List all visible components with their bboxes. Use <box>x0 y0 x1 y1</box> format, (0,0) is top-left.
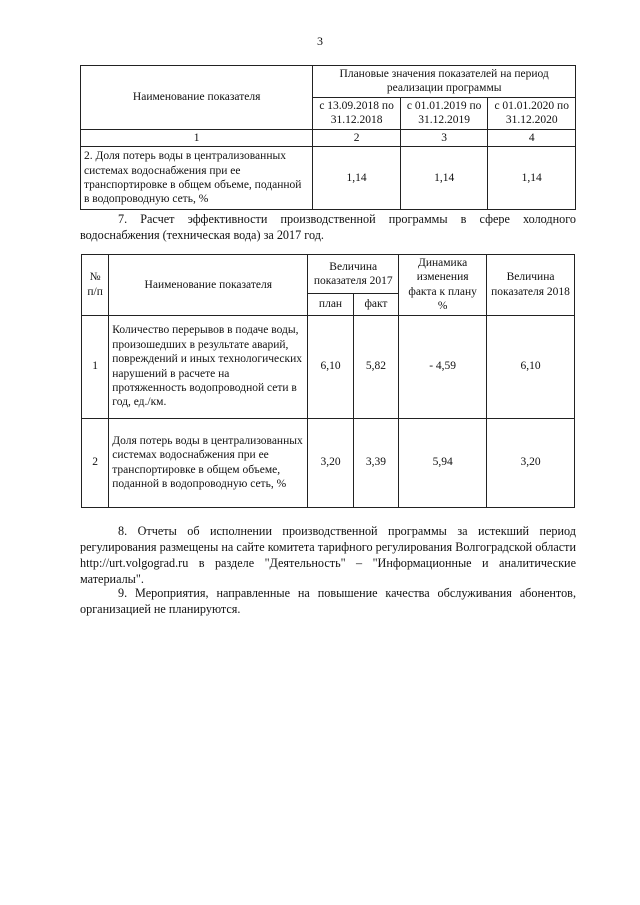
row-plan: 3,20 <box>308 418 353 507</box>
efficiency-table <box>81 254 575 508</box>
period-2019: с 01.01.2019 по 31.12.2019 <box>400 97 488 129</box>
row-value-2018: 6,10 <box>487 315 575 418</box>
row-indicator-name: Количество перерывов в подаче воды, произошедших в результате аварий, повреждений и иных технологических нарушений в расчете на протяженность водопроводной сети в год, ед./км. <box>109 315 308 418</box>
planned-values-table <box>80 65 576 210</box>
period-2020: с 01.01.2020 по 31.12.2020 <box>488 97 576 129</box>
col-number: 1 <box>81 129 313 146</box>
row-indicator-name: Доля потерь воды в централизованных системах водоснабжения при ее транспортировке в общем объеме, поданной в водопроводную сеть, % <box>109 418 308 507</box>
header-indicator-name: Наименование показателя <box>109 255 308 316</box>
header-indicator-name: Наименование показателя <box>81 66 313 130</box>
row-number: 1 <box>82 315 109 418</box>
col-number: 2 <box>313 129 401 146</box>
header-dynamics: Динамика изменения факта к плану % <box>399 255 487 316</box>
page-number: 3 <box>317 34 323 48</box>
header-value-2017: Величина показателя 2017 <box>308 255 399 294</box>
row-dynamics: - 4,59 <box>399 315 487 418</box>
header-planned-values: Плановые значения показателей на период реализации программы <box>313 66 576 98</box>
row-indicator-name: 2. Доля потерь воды в централизованных системах водоснабжения при ее транспортировке в общем объеме, поданной в водопроводную сеть, % <box>81 146 313 209</box>
row-value: 1,14 <box>488 146 576 209</box>
header-number: № п/п <box>82 255 109 316</box>
header-fact: факт <box>353 294 398 316</box>
row-plan: 6,10 <box>308 315 353 418</box>
section-7-text: 7. Расчет эффективности производственной программы в сфере холодного водоснабжения (техническая вода) за 2017 год. <box>80 212 576 242</box>
header-value-2018: Величина показателя 2018 <box>487 255 575 316</box>
row-value: 1,14 <box>400 146 488 209</box>
col-number: 3 <box>400 129 488 146</box>
row-dynamics: 5,94 <box>399 418 487 507</box>
row-fact: 3,39 <box>353 418 398 507</box>
row-value-2018: 3,20 <box>487 418 575 507</box>
col-number: 4 <box>488 129 576 146</box>
period-2018: с 13.09.2018 по 31.12.2018 <box>313 97 401 129</box>
row-number: 2 <box>82 418 109 507</box>
row-value: 1,14 <box>313 146 401 209</box>
section-8-text: 8. Отчеты об исполнении производственной программы за истекший период регулирования размещены на сайте комитета тарифного регулирования Волгоградской области http://urt.volgograd.ru в разделе "Деятельность" – "Информационные и аналитические материалы". <box>80 524 576 586</box>
row-fact: 5,82 <box>353 315 398 418</box>
header-plan: план <box>308 294 353 316</box>
section-9-text: 9. Мероприятия, направленные на повышение качества обслуживания абонентов, организацией не планируются. <box>80 586 576 616</box>
